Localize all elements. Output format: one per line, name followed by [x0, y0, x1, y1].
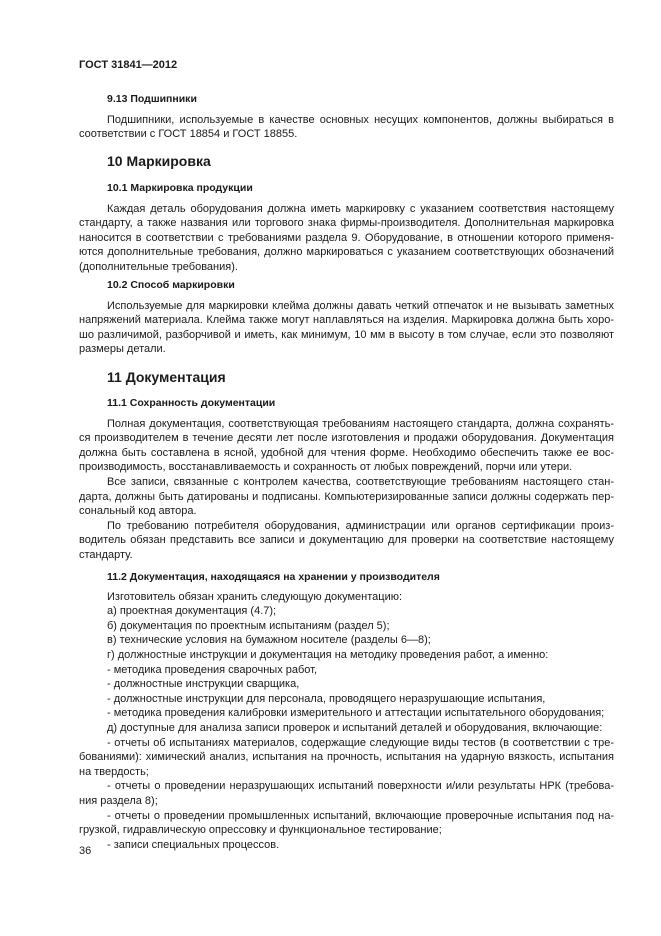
text-line: размеры детали. — [79, 343, 166, 356]
section-10 — [79, 154, 614, 169]
text-line: Подшипники, используемые в качестве основных несущих компонентов, должны выбираться в — [107, 113, 614, 126]
text-line: на твердость; — [79, 765, 149, 778]
list-item: - записи специальных процессов. — [107, 838, 280, 851]
chapter-heading: 10 Маркировка — [107, 153, 211, 169]
section-11 — [79, 370, 614, 385]
list-item: - должностные инструкции сварщика, — [107, 678, 300, 691]
text-line: должна быть составлена в ясной, удобной для чтения форме. Необходимо обеспечить также ее вос- — [79, 446, 614, 459]
text-line: - отчеты об испытаниях материалов, содержащие следующие виды тестов (в соответствии с тре- — [107, 736, 614, 749]
text-line: наносится в соответствии с требованиями раздела 9. Оборудование, в отношении которого применя- — [79, 231, 614, 244]
text-line: По требованию потребителя оборудования, администрации или органов сертификации произ- — [107, 519, 614, 532]
section-heading: 10.2 Способ маркировки — [107, 279, 235, 291]
text-line: ся производителем в течение десяти лет после изготовления и продажи оборудования. Документация — [79, 432, 614, 445]
text-line: производимость, восстанавливаемость и сохранность от любых повреждений, порчи или утери. — [79, 461, 573, 474]
list-item: г) должностные инструкции и документация на методику проведения работ, а именно: — [107, 648, 549, 661]
text-line: напряжений материала. Клейма также могут наплавляться на изделия. Маркировка должна быть хоро- — [79, 314, 614, 327]
list-item: Изготовитель обязан хранить следующую документацию: — [107, 590, 403, 603]
list-item: - должностные инструкции для персонала, проводящего неразрушающие испытания, — [107, 692, 546, 705]
list-item: б) документация по проектным испытаниям (раздел 5); — [107, 619, 390, 632]
chapter-heading: 11 Документация — [107, 369, 226, 385]
text-line: стандарту. — [79, 548, 133, 561]
document-header: ГОСТ 31841—2012 — [79, 59, 178, 71]
text-line: ются дополнительные требования, должно маркироваться с указанием соответствующих обозначений — [79, 246, 614, 259]
section-9-13 — [79, 92, 614, 142]
section-11-2 — [79, 570, 614, 852]
text-line: Используемые для маркировки клейма должны давать четкий отпечаток и не вызывать заметных — [107, 299, 614, 312]
text-line: стандарту, а также названия или торгового знака фирмы-производителя. Дополнительная маркировка — [79, 217, 614, 230]
text-line: Все записи, связанные с контролем качества, соответствующие требованиям настоящего стан- — [107, 475, 614, 488]
section-heading: 11.1 Сохранность документации — [107, 397, 276, 409]
section-10-2 — [79, 278, 614, 357]
list-item: в) технические условия на бумажном носителе (разделы 6—8); — [107, 634, 431, 647]
text-line: - отчеты о проведении промышленных испытаний, включающие проверочные испытания под на- — [107, 809, 614, 822]
list-item: д) доступные для анализа записи проверок и испытаний деталей и оборудования, включающие: — [107, 721, 603, 734]
list-item: - методика проведения сварочных работ, — [107, 663, 318, 676]
section-11-1 — [79, 396, 614, 563]
text-line: грузкой, гидравлическую опрессовку и функциональное тестирование; — [79, 824, 442, 837]
text-line: водитель обязан представить все записи и документацию для проверки на соответствие настоящему — [79, 534, 614, 547]
section-heading: 9.13 Подшипники — [107, 93, 197, 105]
list-item: а) проектная документация (4.7); — [107, 605, 277, 618]
list-item: - методика проведения калибровки измерительного и аттестации испытательного оборудования; — [107, 707, 605, 720]
text-line: сональный код автора. — [79, 505, 197, 518]
text-line: Каждая деталь оборудования должна иметь маркировку с указанием соответствия настоящему — [107, 202, 614, 215]
section-heading: 10.1 Маркировка продукции — [107, 182, 253, 194]
text-line: - отчеты о проведении неразрушающих испытаний поверхности и/или результаты НРК (требова- — [107, 780, 614, 793]
text-line: соответствии с ГОСТ 18854 и ГОСТ 18855. — [79, 128, 298, 141]
text-line: шо различимой, разборчивой и иметь, как минимум, 10 мм в высоту в том случае, если это позволяют — [79, 328, 614, 341]
page-number: 36 — [79, 845, 92, 857]
section-heading: 11.2 Документация, находящаяся на хранении у производителя — [107, 571, 440, 583]
section-10-1 — [79, 181, 614, 275]
text-line: бованиями): химический анализ, испытания на прочность, испытания на ударную вязкость, испытания — [79, 751, 614, 764]
text-line: Полная документация, соответствующая требованиям настоящего стандарта, должна сохранять- — [107, 417, 614, 430]
text-line: ния раздела 8); — [79, 794, 158, 807]
text-line: дарта, должны быть датированы и подписаны. Компьютеризированные записи должны содержать пер- — [79, 490, 614, 503]
text-line: (дополнительные требования). — [79, 260, 238, 273]
